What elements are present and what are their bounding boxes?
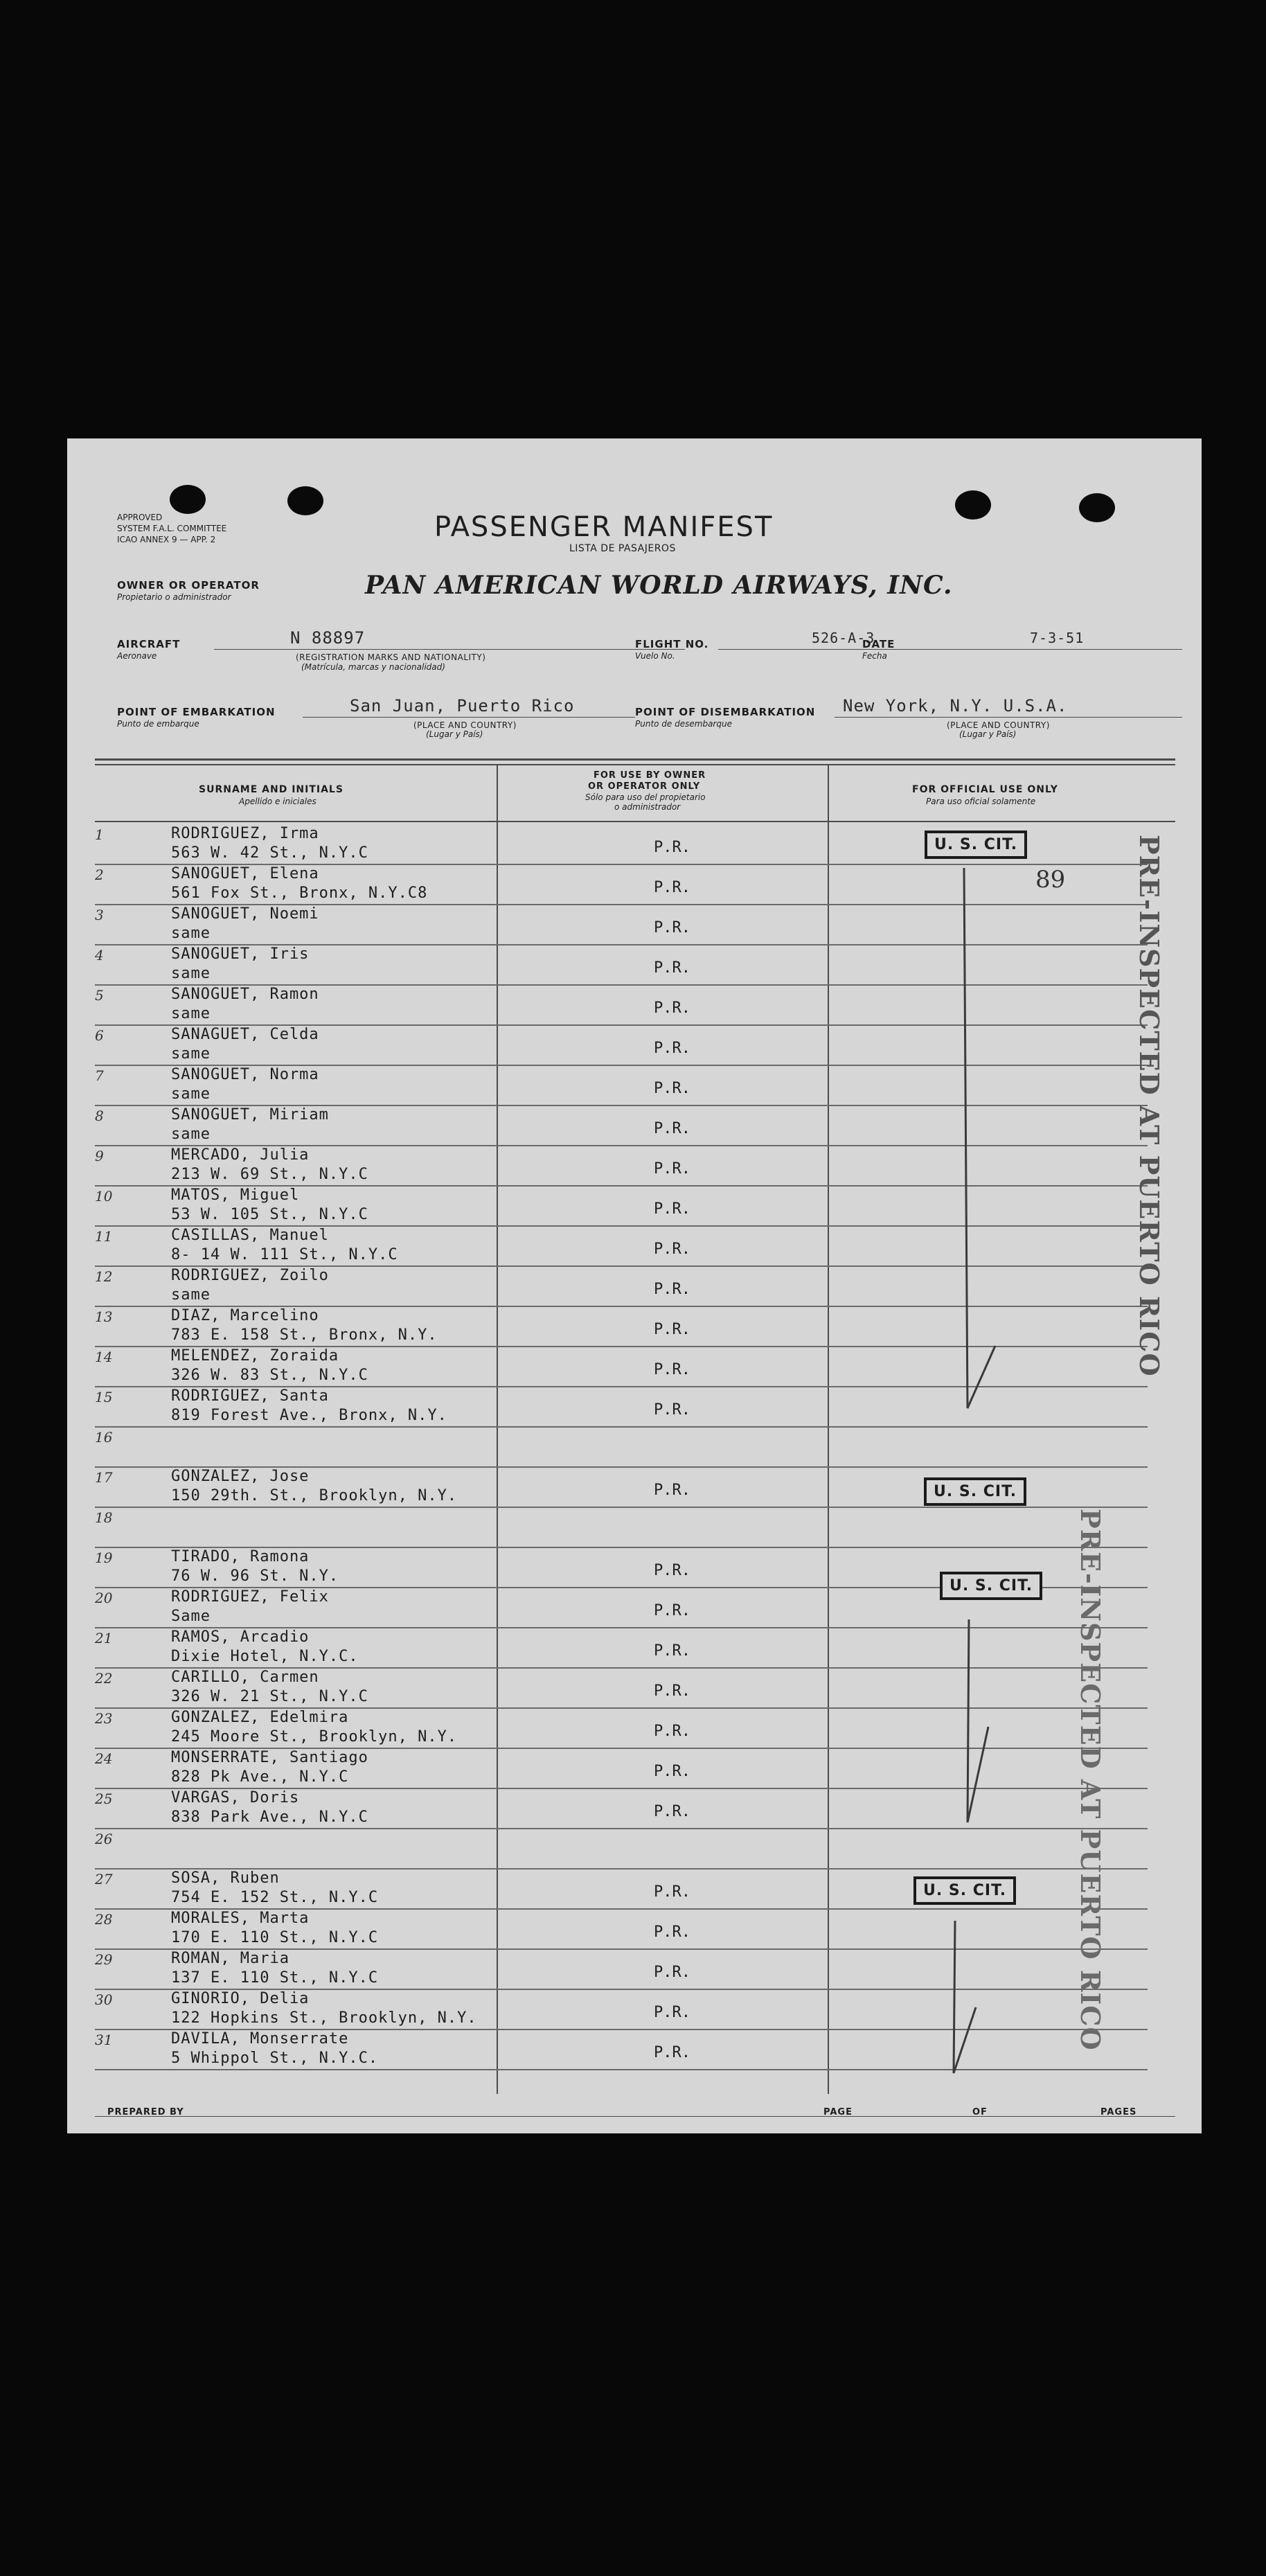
us-citizen-stamp: U. S. CIT. <box>924 1477 1026 1506</box>
column-header-owner-es-2: o administrador <box>614 802 681 812</box>
passenger-address: 326 W. 21 St., N.Y.C <box>171 1688 368 1705</box>
owner-mark: P.R. <box>654 2004 690 2021</box>
pages-label: PAGES <box>1100 2107 1137 2117</box>
passenger-name: SANAGUET, Celda <box>171 1026 319 1043</box>
row-number: 22 <box>95 1670 113 1687</box>
row-number: 25 <box>95 1791 113 1807</box>
column-header-surname: SURNAME AND INITIALS <box>199 784 344 795</box>
row-number: 16 <box>95 1429 113 1446</box>
date-label: DATE <box>862 638 895 650</box>
flight-label: FLIGHT NO. <box>635 638 709 650</box>
place-note-2-es: (Lugar y País) <box>959 729 1017 739</box>
passenger-name: VARGAS, Doris <box>171 1789 300 1806</box>
row-number: 24 <box>95 1750 113 1767</box>
passenger-address: Dixie Hotel, N.Y.C. <box>171 1648 359 1665</box>
check-mark <box>954 1921 976 2073</box>
row-number: 5 <box>95 987 104 1004</box>
passenger-address: 122 Hopkins St., Brooklyn, N.Y. <box>171 2009 477 2027</box>
owner-mark: P.R. <box>654 919 690 936</box>
passenger-address: same <box>171 1005 211 1022</box>
row-number: 20 <box>95 1590 113 1606</box>
owner-mark: P.R. <box>654 1200 690 1218</box>
row-number: 12 <box>95 1268 113 1285</box>
prepared-by-label: PREPARED BY <box>107 2107 184 2117</box>
passenger-address: 137 E. 110 St., N.Y.C <box>171 1969 379 1987</box>
passenger-name: SOSA, Ruben <box>171 1869 280 1887</box>
aircraft-label: AIRCRAFT <box>117 638 181 650</box>
page-label: PAGE <box>823 2107 853 2117</box>
passenger-address: 783 E. 158 St., Bronx, N.Y. <box>171 1326 438 1344</box>
date-label-es: Fecha <box>862 651 887 661</box>
passenger-address: 754 E. 152 St., N.Y.C <box>171 1889 379 1906</box>
row-number: 15 <box>95 1389 113 1405</box>
flight-label-es: Vuelo No. <box>635 651 675 661</box>
row-number: 7 <box>95 1067 104 1084</box>
row-number: 1 <box>95 826 104 843</box>
column-header-owner-es: Sólo para uso del propietario <box>585 792 706 802</box>
passenger-name: DAVILA, Monserrate <box>171 2030 349 2048</box>
passenger-address: same <box>171 1126 211 1143</box>
passenger-address: Same <box>171 1608 211 1625</box>
owner-mark: P.R. <box>654 1040 690 1057</box>
disembark-value: New York, N.Y. U.S.A. <box>843 696 1068 716</box>
row-number: 10 <box>95 1188 113 1205</box>
passenger-name: GONZALEZ, Jose <box>171 1468 310 1485</box>
passenger-name: MORALES, Marta <box>171 1910 310 1927</box>
passenger-address: 5 Whippol St., N.Y.C. <box>171 2050 379 2067</box>
row-number: 3 <box>95 907 104 923</box>
column-header-surname-es: Apellido e iniciales <box>239 797 316 806</box>
us-citizen-stamp: U. S. CIT. <box>925 830 1027 859</box>
place-note-2: (PLACE AND COUNTRY) <box>947 720 1050 730</box>
column-header-official-es: Para uso oficial solamente <box>926 797 1036 806</box>
place-note-1: (PLACE AND COUNTRY) <box>413 720 517 730</box>
of-label: OF <box>972 2107 988 2117</box>
check-mark <box>968 1619 988 1822</box>
row-number: 27 <box>95 1871 113 1887</box>
row-number: 2 <box>95 867 104 883</box>
passenger-address: 838 Park Ave., N.Y.C <box>171 1809 368 1826</box>
row-number: 29 <box>95 1951 113 1968</box>
column-header-owner-2: OR OPERATOR ONLY <box>588 781 701 792</box>
disembark-label-es: Punto de desembarque <box>635 719 732 729</box>
row-number: 30 <box>95 1991 113 2008</box>
owner-mark: P.R. <box>654 879 690 896</box>
handwritten-count: 89 <box>1035 866 1066 894</box>
owner-mark: P.R. <box>654 1000 690 1017</box>
passenger-address: 53 W. 105 St., N.Y.C <box>171 1206 368 1223</box>
flight-value: 526-A-3 <box>812 630 875 646</box>
place-note-1-es: (Lugar y País) <box>426 729 483 739</box>
registration-note: (REGISTRATION MARKS AND NATIONALITY) <box>296 652 486 662</box>
passenger-address: 326 W. 83 St., N.Y.C <box>171 1367 368 1384</box>
passenger-name: SANOGUET, Elena <box>171 865 319 882</box>
check-marks <box>67 438 1202 2133</box>
row-number: 14 <box>95 1349 113 1365</box>
owner-mark: P.R. <box>654 1361 690 1378</box>
preinspected-stamp: PRE-INSPECTED AT PUERTO RICO <box>1134 835 1165 1377</box>
passenger-name: GONZALEZ, Edelmira <box>171 1709 349 1726</box>
owner-label-es: Propietario o administrador <box>117 592 231 602</box>
row-number: 8 <box>95 1108 104 1124</box>
passenger-name: RAMOS, Arcadio <box>171 1628 310 1646</box>
column-header-owner: FOR USE BY OWNER <box>594 770 706 781</box>
passenger-name: SANOGUET, Ramon <box>171 986 319 1003</box>
passenger-address: 213 W. 69 St., N.Y.C <box>171 1166 368 1183</box>
owner-mark: P.R. <box>654 839 690 856</box>
column-header-official: FOR OFFICIAL USE ONLY <box>912 784 1058 795</box>
row-number: 17 <box>95 1469 113 1486</box>
owner-mark: P.R. <box>654 1401 690 1419</box>
owner-mark: P.R. <box>654 1281 690 1298</box>
passenger-address: 245 Moore St., Brooklyn, N.Y. <box>171 1728 458 1746</box>
passenger-address: 8- 14 W. 111 St., N.Y.C <box>171 1246 398 1263</box>
aircraft-value: N 88897 <box>290 628 366 648</box>
check-mark <box>964 868 995 1408</box>
row-number: 31 <box>95 2032 113 2048</box>
passenger-address: 563 W. 42 St., N.Y.C <box>171 844 368 862</box>
owner-label: OWNER OR OPERATOR <box>117 579 260 592</box>
us-citizen-stamp: U. S. CIT. <box>940 1572 1042 1600</box>
owner-mark: P.R. <box>654 1642 690 1660</box>
us-citizen-stamp: U. S. CIT. <box>913 1876 1016 1905</box>
passenger-name: RODRIGUEZ, Felix <box>171 1588 329 1606</box>
row-number: 18 <box>95 1509 113 1526</box>
owner-mark: P.R. <box>654 1682 690 1700</box>
owner-mark: P.R. <box>654 1482 690 1499</box>
row-number: 19 <box>95 1549 113 1566</box>
approved-committee: SYSTEM F.A.L. COMMITTEE <box>117 524 227 533</box>
embark-label: POINT OF EMBARKATION <box>117 706 276 718</box>
passenger-name: CASILLAS, Manuel <box>171 1227 329 1244</box>
owner-mark: P.R. <box>654 959 690 977</box>
passenger-name: GINORIO, Delia <box>171 1990 310 2007</box>
approved-annex: ICAO ANNEX 9 — APP. 2 <box>117 535 216 544</box>
row-number: 26 <box>95 1831 113 1847</box>
row-number: 11 <box>95 1228 113 1245</box>
owner-mark: P.R. <box>654 1964 690 1981</box>
page-subtitle: LISTA DE PASAJEROS <box>569 543 676 554</box>
passenger-address: same <box>171 925 211 942</box>
owner-mark: P.R. <box>654 1803 690 1820</box>
disembark-label: POINT OF DISEMBARKATION <box>635 706 816 718</box>
approved-label: APPROVED <box>117 513 163 522</box>
passenger-address: 76 W. 96 St. N.Y. <box>171 1567 339 1585</box>
row-number: 13 <box>95 1308 113 1325</box>
owner-mark: P.R. <box>654 1160 690 1178</box>
passenger-name: MONSERRATE, Santiago <box>171 1749 368 1766</box>
passenger-address: 170 E. 110 St., N.Y.C <box>171 1929 379 1946</box>
passenger-name: DIAZ, Marcelino <box>171 1307 319 1324</box>
owner-mark: P.R. <box>654 1120 690 1137</box>
owner-mark: P.R. <box>654 1080 690 1097</box>
passenger-name: RODRIGUEZ, Santa <box>171 1387 329 1405</box>
passenger-address: 819 Forest Ave., Bronx, N.Y. <box>171 1407 447 1424</box>
passenger-name: MERCADO, Julia <box>171 1146 310 1164</box>
passenger-address: 150 29th. St., Brooklyn, N.Y. <box>171 1487 458 1504</box>
row-number: 9 <box>95 1148 104 1164</box>
registration-note-es: (Matrícula, marcas y nacionalidad) <box>301 662 445 672</box>
embark-label-es: Punto de embarque <box>117 719 199 729</box>
passenger-name: RODRIGUEZ, Zoilo <box>171 1267 329 1284</box>
passenger-name: TIRADO, Ramona <box>171 1548 310 1565</box>
preinspected-stamp: PRE-INSPECTED AT PUERTO RICO <box>1075 1509 1106 2051</box>
row-number: 21 <box>95 1630 113 1646</box>
row-number: 28 <box>95 1911 113 1928</box>
passenger-address: 561 Fox St., Bronx, N.Y.C8 <box>171 885 428 902</box>
passenger-name: SANOGUET, Iris <box>171 945 310 963</box>
passenger-name: SANOGUET, Miriam <box>171 1106 329 1123</box>
owner-mark: P.R. <box>654 1241 690 1258</box>
passenger-name: CARILLO, Carmen <box>171 1669 319 1686</box>
row-number: 6 <box>95 1027 104 1044</box>
owner-mark: P.R. <box>654 1723 690 1740</box>
owner-mark: P.R. <box>654 1321 690 1338</box>
passenger-address: same <box>171 1085 211 1103</box>
aircraft-label-es: Aeronave <box>117 651 157 661</box>
owner-mark: P.R. <box>654 1602 690 1619</box>
passenger-address: same <box>171 1286 211 1304</box>
date-value: 7-3-51 <box>1030 630 1085 646</box>
manifest-sheet <box>67 438 1202 2133</box>
operator-name: PAN AMERICAN WORLD AIRWAYS, INC. <box>365 571 953 600</box>
passenger-address: same <box>171 965 211 982</box>
passenger-name: ROMAN, Maria <box>171 1950 289 1967</box>
owner-mark: P.R. <box>654 1562 690 1579</box>
passenger-name: MATOS, Miguel <box>171 1187 300 1204</box>
passenger-address: 828 Pk Ave., N.Y.C <box>171 1768 349 1786</box>
owner-mark: P.R. <box>654 1883 690 1901</box>
passenger-name: SANOGUET, Norma <box>171 1066 319 1083</box>
row-number: 23 <box>95 1710 113 1727</box>
passenger-name: MELENDEZ, Zoraida <box>171 1347 339 1365</box>
owner-mark: P.R. <box>654 1924 690 1941</box>
passenger-name: SANOGUET, Noemi <box>171 905 319 923</box>
owner-mark: P.R. <box>654 1763 690 1780</box>
owner-mark: P.R. <box>654 2044 690 2061</box>
page-title: PASSENGER MANIFEST <box>434 511 774 543</box>
passenger-address: same <box>171 1045 211 1063</box>
embark-value: San Juan, Puerto Rico <box>350 696 575 716</box>
row-number: 4 <box>95 947 104 963</box>
passenger-name: RODRIGUEZ, Irma <box>171 825 319 842</box>
